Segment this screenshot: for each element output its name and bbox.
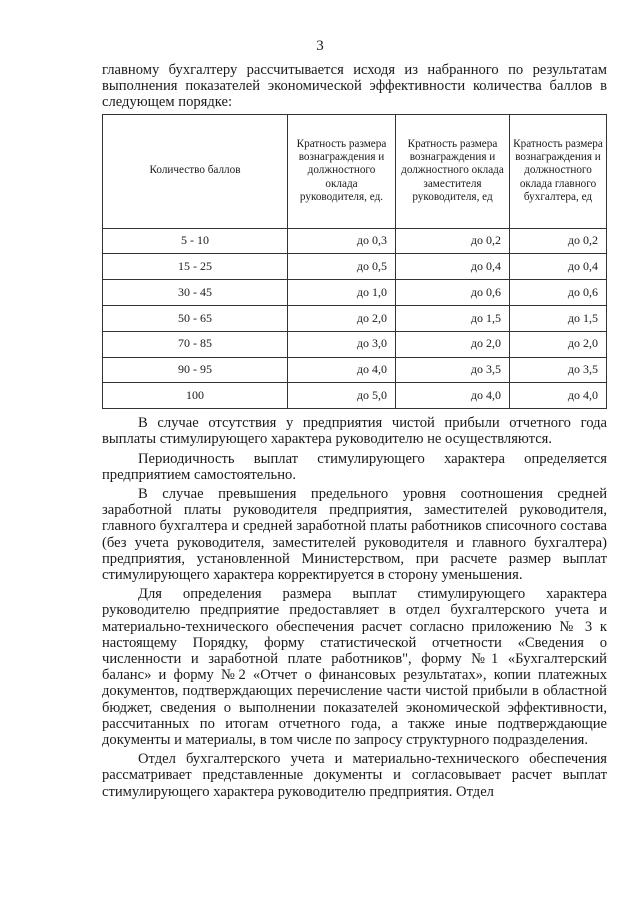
multiplier-cell: до 4,0 <box>396 383 510 409</box>
table-row <box>103 357 607 383</box>
multiplier-cell: до 1,5 <box>510 306 607 332</box>
table-row <box>103 280 607 306</box>
multiplier-cell: до 4,0 <box>510 383 607 409</box>
document-body <box>102 62 607 800</box>
table-row <box>103 306 607 332</box>
paragraph-periodicity: Периодичность выплат стимулирующего характера определяется предприятием самостоятельно. <box>102 450 607 483</box>
multiplier-cell: до 5,0 <box>288 383 396 409</box>
multiplier-cell: до 0,2 <box>510 228 607 254</box>
multiplier-cell: до 0,6 <box>396 280 510 306</box>
paragraph-salary-ratio: В случае превышения предельного уровня соотношения средней заработной платы руководителя предприятия, заместителей руководителя, главного бухгалтера и средней заработной платы работников списочного состава (без учета руководителя, заместителей руководителя и главного бухгалтера) предприятия, установленной Министерством, при расчете размер выплат стимулирующего характера корректируется в сторону уменьшения. <box>102 486 607 584</box>
multiplier-cell: до 4,0 <box>288 357 396 383</box>
multiplier-cell: до 0,5 <box>288 254 396 280</box>
multiplier-cell: до 0,4 <box>510 254 607 280</box>
multiplier-cell: до 3,5 <box>396 357 510 383</box>
points-range-cell: 30 - 45 <box>103 280 288 306</box>
table-row <box>103 331 607 357</box>
paragraph-no-profit: В случае отсутствия у предприятия чистой прибыли отчетного года выплаты стимулирующего характера руководителю не осуществляются. <box>102 415 607 448</box>
table-body <box>103 228 607 409</box>
table-header-row <box>103 114 607 228</box>
multiplier-cell: до 3,5 <box>510 357 607 383</box>
table-row <box>103 254 607 280</box>
paragraph-accounting-dept: Отдел бухгалтерского учета и материально-технического обеспечения рассматривает представленные документы и согласовывает расчет выплат стимулирующего характера руководителю предприятия. Отдел <box>102 751 607 800</box>
multiplier-cell: до 0,2 <box>396 228 510 254</box>
table-row <box>103 383 607 409</box>
header-accountant-multiplier: Кратность размера вознаграждения и должностного оклада главного бухгалтера, ед <box>510 114 607 228</box>
header-deputy-multiplier: Кратность размера вознаграждения и должностного оклада заместителя руководителя, ед <box>396 114 510 228</box>
points-range-cell: 90 - 95 <box>103 357 288 383</box>
multiplier-cell: до 1,0 <box>288 280 396 306</box>
points-table <box>102 114 607 410</box>
multiplier-cell: до 3,0 <box>288 331 396 357</box>
points-range-cell: 100 <box>103 383 288 409</box>
multiplier-cell: до 2,0 <box>288 306 396 332</box>
paragraph-documents: Для определения размера выплат стимулирующего характера руководителю предприятие предоставляет в отдел бухгалтерского учета и материально-технического обеспечения расчет согласно приложению № 3 к настоящему Порядку, форму статистической отчетности «Сведения о численности и заработной плате работников", форму №1 «Бухгалтерский баланс» и форму №2 «Отчет о финансовых результатах», копии платежных документов, подтверждающих перечисление части чистой прибыли в областной бюджет, сведения о выполнении показателей экономической эффективности, рассчитанных по итогам отчетного года, а также иные подтверждающие документы и материалы, в том числе по запросу структурного подразделения. <box>102 586 607 749</box>
multiplier-cell: до 1,5 <box>396 306 510 332</box>
page-number: 3 <box>316 38 324 54</box>
table-row <box>103 228 607 254</box>
multiplier-cell: до 2,0 <box>396 331 510 357</box>
points-range-cell: 5 - 10 <box>103 228 288 254</box>
points-range-cell: 70 - 85 <box>103 331 288 357</box>
intro-paragraph: главному бухгалтеру рассчитывается исходя из набранного по результатам выполнения показателей экономической эффективности количества баллов в следующем порядке: <box>102 62 607 111</box>
multiplier-cell: до 0,6 <box>510 280 607 306</box>
multiplier-cell: до 2,0 <box>510 331 607 357</box>
multiplier-cell: до 0,4 <box>396 254 510 280</box>
points-range-cell: 15 - 25 <box>103 254 288 280</box>
points-range-cell: 50 - 65 <box>103 306 288 332</box>
header-director-multiplier: Кратность размера вознаграждения и должностного оклада руководителя, ед. <box>288 114 396 228</box>
multiplier-cell: до 0,3 <box>288 228 396 254</box>
header-points: Количество баллов <box>103 114 288 228</box>
